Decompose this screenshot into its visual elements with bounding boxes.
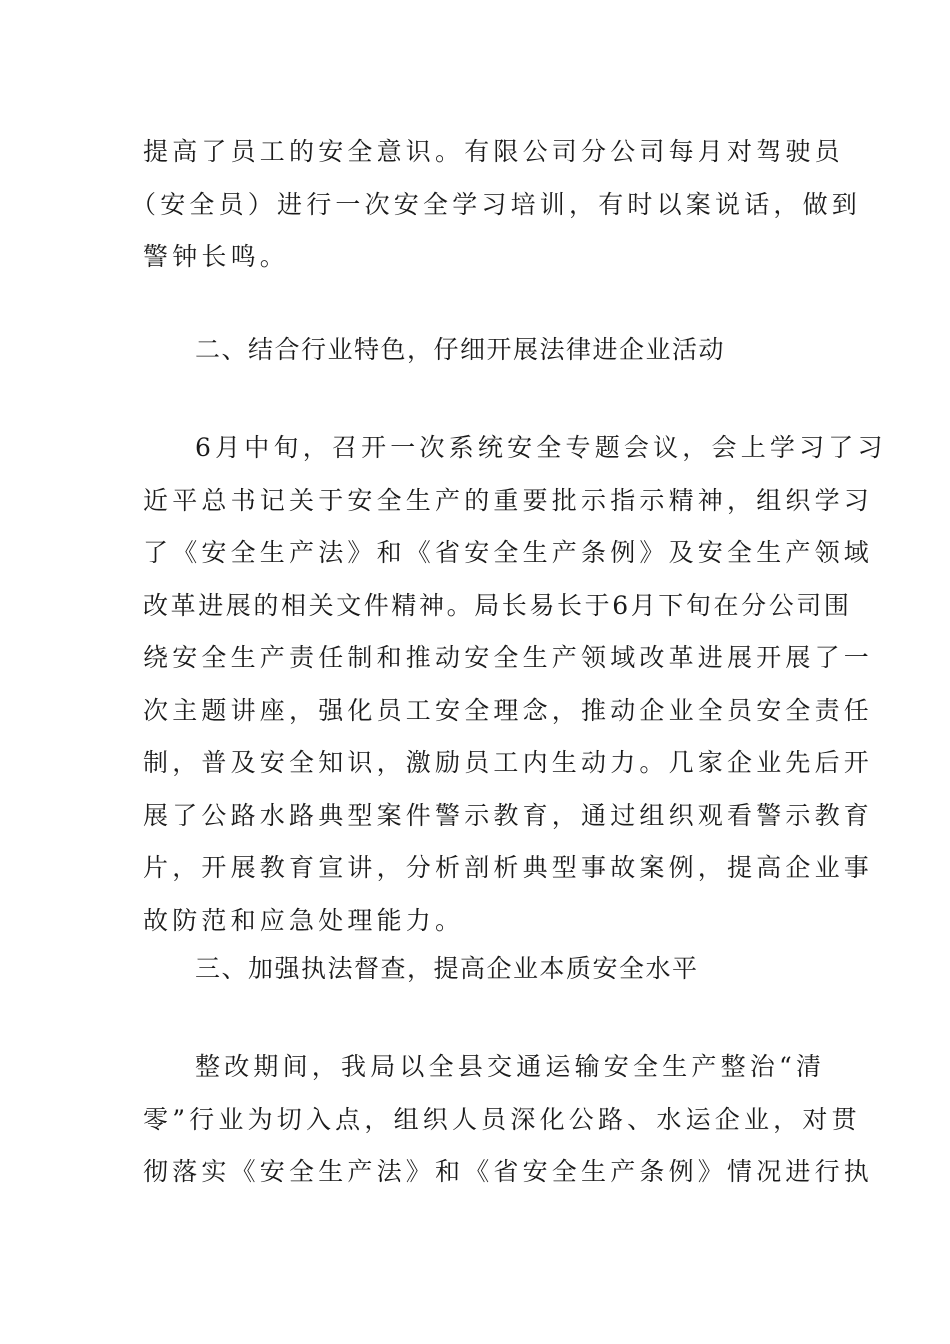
paragraph-1-line-1: 提高了员工的安全意识。有限公司分公司每月对驾驶员 bbox=[143, 137, 844, 166]
paragraph-2-line-3: 了《安全生产法》和《省安全生产条例》及安全生产领域 bbox=[143, 538, 874, 567]
paragraph-2-line-8: 展了公路水路典型案件警示教育，通过组织观看警示教育 bbox=[143, 800, 874, 830]
section-heading-2: 二、结合行业特色，仔细开展法律进企业活动 bbox=[195, 335, 726, 364]
paragraph-2-line-9: 片，开展教育宣讲，分析剖析典型事故案例，提高企业事 bbox=[143, 853, 874, 882]
paragraph-2-line-5: 绕安全生产责任制和推动安全生产领域改革进展开展了一 bbox=[143, 643, 874, 672]
paragraph-2-line-10: 故防范和应急处理能力。 bbox=[143, 905, 465, 935]
paragraph-1-line-3: 警钟长鸣。 bbox=[143, 242, 290, 271]
paragraph-3-line-3: 彻落实《安全生产法》和《省安全生产条例》情况进行执 bbox=[143, 1157, 874, 1186]
paragraph-2-line-2: 近平总书记关于安全生产的重要批示指示精神，组织学习 bbox=[143, 485, 874, 515]
paragraph-2-line-7: 制，普及安全知识，激励员工内生动力。几家企业先后开 bbox=[143, 748, 874, 777]
paragraph-2-line-1: 6月中旬，召开一次系统安全专题会议，会上学习了习 bbox=[195, 433, 887, 462]
paragraph-3-line-2: 零”行业为切入点，组织人员深化公路、水运企业，对贯 bbox=[143, 1104, 861, 1134]
paragraph-2-line-6: 次主题讲座，强化员工安全理念，推动企业全员安全责任 bbox=[143, 695, 874, 725]
paragraph-1 bbox=[131, 126, 862, 284]
paragraph-2-line-4: 改革进展的相关文件精神。局长易长于6月下旬在分公司围 bbox=[143, 590, 852, 620]
paragraph-1-line-2: （安全员）进行一次安全学习培训，有时以案说话，做到 bbox=[131, 189, 862, 219]
paragraph-2 bbox=[143, 422, 887, 947]
section-heading-3: 三、加强执法督查，提高企业本质安全水平 bbox=[195, 954, 699, 983]
paragraph-3-line-1: 整改期间，我局以全县交通运输安全生产整治“清 bbox=[195, 1052, 826, 1081]
paragraph-3 bbox=[143, 1041, 874, 1199]
